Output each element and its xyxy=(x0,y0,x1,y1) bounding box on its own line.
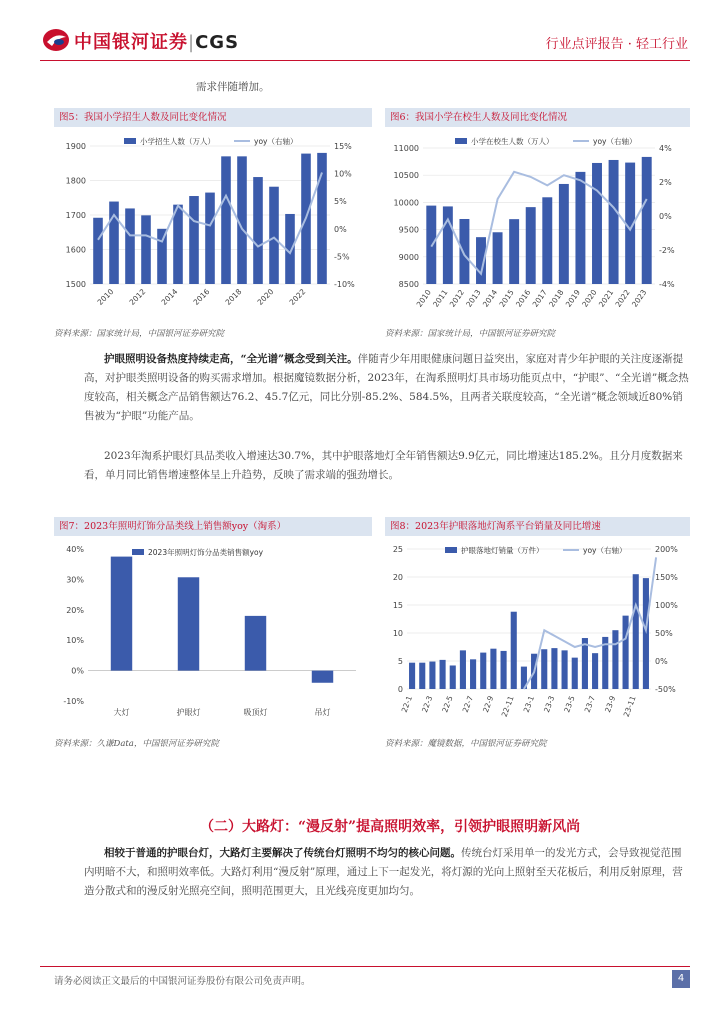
bar xyxy=(612,630,618,689)
brand-name-en: CGS xyxy=(195,32,240,53)
bar xyxy=(419,663,425,689)
section-body: 传统台灯采用单一的发光方式，会导致视觉范围内明暗不大，和照明效率低。大路灯利用“漫反射”原理，通过上下一起发光，将灯源的光向上照射至天花板后，利用反射原理，营造分散式和的漫反射光照亮空间，照明范围更大，且光线亮度更加均匀。 xyxy=(84,847,683,897)
y-left-tick-label: 1700 xyxy=(65,211,86,220)
x-tick-label: 23-7 xyxy=(582,694,597,714)
bar xyxy=(551,648,557,689)
y-right-tick-label: 0% xyxy=(655,657,668,666)
section-heading: （二）大路灯：“漫反射”提高照明效率，引领护眼照明新风尚 xyxy=(200,819,581,835)
y-left-tick-label: 5 xyxy=(397,657,403,666)
y-right-tick-label: 0% xyxy=(659,212,672,221)
bar xyxy=(459,219,469,284)
fig5-chart xyxy=(54,130,372,322)
report-category: 行业点评报告 · 轻工行业 xyxy=(545,37,688,52)
x-tick-label: 22-3 xyxy=(420,694,435,714)
bar xyxy=(125,208,135,284)
x-tick-label: 2022 xyxy=(613,287,632,309)
y-right-tick-label: -5% xyxy=(334,252,350,262)
x-tick-label: 23-3 xyxy=(542,694,557,714)
page-number: 4 xyxy=(672,970,690,988)
y-tick-label: 0% xyxy=(71,666,84,676)
x-tick-label: 22-7 xyxy=(460,694,475,714)
section-lead: 相较于普通的护眼台灯，大路灯主要解决了传统台灯照明不均匀的核心问题。 xyxy=(104,847,461,859)
y-left-tick-label: 1600 xyxy=(65,245,86,255)
fig7-source: 资料来源：久谦Data，中国银河证券研究院 xyxy=(54,739,219,749)
bar xyxy=(440,660,446,689)
y-tick-label: 30% xyxy=(66,575,84,585)
bar xyxy=(609,160,619,284)
footer-divider xyxy=(40,966,690,967)
x-tick-label: 2021 xyxy=(596,287,616,309)
brand-logo-text xyxy=(74,28,239,54)
x-tick-label: 22-11 xyxy=(499,694,516,719)
x-tick-label: 2012 xyxy=(127,287,148,307)
y-left-tick-label: 20 xyxy=(392,573,403,582)
bar xyxy=(470,659,476,689)
y-tick-label: -10% xyxy=(63,697,84,706)
bar xyxy=(592,653,598,689)
paragraph-lead: 护眼照明设备热度持续走高，“全光谱”概念受到关注。 xyxy=(104,353,358,365)
fig6-title: 图6：我国小学在校生人数及同比变化情况 xyxy=(385,108,690,127)
x-tick-label: 2014 xyxy=(159,287,180,307)
legend-swatch-bar xyxy=(132,549,144,555)
bar xyxy=(141,215,151,284)
bar xyxy=(526,207,536,284)
x-tick-label: 23-1 xyxy=(521,694,536,714)
bar xyxy=(592,163,602,284)
fig6-chart xyxy=(385,130,690,322)
paragraph-eye-care-demand xyxy=(84,350,690,426)
page-header xyxy=(0,0,724,62)
y-right-tick-label: -2% xyxy=(659,246,675,255)
bar xyxy=(111,557,132,671)
bar xyxy=(269,187,279,284)
bar xyxy=(559,184,569,284)
x-tick-label: 2010 xyxy=(95,287,116,307)
y-right-tick-label: 2% xyxy=(659,178,672,187)
x-tick-label: 23-5 xyxy=(562,694,577,714)
bar xyxy=(643,578,649,689)
bar xyxy=(509,219,519,284)
bar xyxy=(460,650,466,689)
x-tick-label: 2022 xyxy=(287,287,308,307)
y-right-tick-label: 15% xyxy=(334,142,352,151)
legend-swatch-bar xyxy=(455,138,467,144)
y-right-tick-label: 4% xyxy=(659,144,672,153)
y-left-tick-label: 10500 xyxy=(393,171,419,181)
paragraph-big-lamp xyxy=(84,844,690,901)
y-left-tick-label: 10000 xyxy=(393,198,419,208)
fig5-source: 资料来源：国家统计局，中国银河证券研究院 xyxy=(54,329,225,339)
intro-line: 需求伴随增加。 xyxy=(196,81,270,93)
bar xyxy=(511,612,517,689)
bar xyxy=(633,574,639,689)
brand-name-cn: 中国银河证券 xyxy=(74,32,188,53)
brand-separator: | xyxy=(188,32,196,53)
paragraph-sales-growth: 2023年淘系护眼灯具品类收入增速达30.7%，其中护眼落地灯全年销售额达9.9亿元，同比增速达185.2%。且分月度数据来看，单月同比销售增速整体呈上升趋势，反映了需求端的强劲增长。 xyxy=(84,450,683,481)
y-left-tick-label: 10 xyxy=(392,629,403,638)
y-right-tick-label: 0% xyxy=(334,224,347,234)
legend-swatch-bar xyxy=(445,547,457,553)
y-left-tick-label: 1800 xyxy=(65,176,86,186)
x-tick-label: 23-11 xyxy=(621,694,638,719)
x-tick-label: 2017 xyxy=(530,287,549,309)
y-left-tick-label: 9500 xyxy=(398,225,419,235)
x-tick-label: 22-1 xyxy=(399,694,414,714)
x-tick-label: 2014 xyxy=(480,287,500,309)
bar xyxy=(157,229,167,284)
y-right-tick-label: 150% xyxy=(655,573,678,582)
y-right-tick-label: 50% xyxy=(655,629,673,638)
y-left-tick-label: 25 xyxy=(392,545,403,554)
fig6-source: 资料来源：国家统计局，中国银河证券研究院 xyxy=(385,329,556,339)
x-tick-label: 2016 xyxy=(191,287,212,307)
fig7-chart xyxy=(54,539,372,731)
y-left-tick-label: 1500 xyxy=(65,280,86,289)
bar xyxy=(542,197,552,284)
fig8-title: 图8：2023年护眼落地灯淘系平台销量及同比增速 xyxy=(385,517,690,536)
legend-label: yoy（右轴） xyxy=(593,137,637,146)
x-tick-label: 2018 xyxy=(547,287,566,309)
bar xyxy=(623,616,629,689)
y-right-tick-label: -4% xyxy=(659,280,675,289)
cgs-logo-icon xyxy=(42,28,70,52)
x-tick-label: 2011 xyxy=(431,287,450,309)
x-tick-label: 2010 xyxy=(414,287,433,309)
bar xyxy=(253,177,263,284)
y-left-tick-label: 0 xyxy=(397,685,403,694)
paragraph-body: 伴随青少年用眼健康问题日益突出，家庭对青少年护眼的关注度逐渐提高，对护眼类照明设备的购买需求增加。根据魔镜数据分析，2023年，在淘系照明灯具市场功能页点中，“护眼”、“全光谱”概念热度较高，相关概念产品销售额达76.2、45.7亿元，同比分别-85.2%、584.5%，且两者关联度较高，“全光谱”概念领域近80%销售被为“护眼”功能产品。 xyxy=(84,353,689,422)
header-divider xyxy=(40,60,690,61)
bar xyxy=(541,649,547,689)
bar xyxy=(642,157,652,284)
x-tick-label: 护眼灯 xyxy=(176,708,201,717)
bar xyxy=(245,616,266,671)
disclaimer-note: 请务必阅读正文最后的中国银河证券股份有限公司免责声明。 xyxy=(54,976,311,987)
y-tick-label: 40% xyxy=(66,545,84,554)
bar xyxy=(221,156,231,284)
bar xyxy=(562,650,568,689)
y-right-tick-label: -10% xyxy=(334,280,355,289)
legend-label: 护眼落地灯销量（万件） xyxy=(461,546,544,555)
bar xyxy=(173,205,183,284)
fig5-title: 图5：我国小学招生人数及同比变化情况 xyxy=(54,108,372,127)
x-tick-label: 2012 xyxy=(447,287,467,309)
x-tick-label: 2020 xyxy=(580,287,599,309)
legend-label: yoy（右轴） xyxy=(583,546,627,555)
y-tick-label: 10% xyxy=(66,636,84,646)
bar xyxy=(205,193,215,284)
fig7-title: 图7：2023年照明灯饰分品类线上销售额yoy（淘系） xyxy=(54,517,372,536)
x-tick-label: 2016 xyxy=(514,287,533,309)
bar xyxy=(490,649,496,689)
fig8-chart xyxy=(385,539,690,731)
bar xyxy=(493,232,503,284)
y-right-tick-label: 5% xyxy=(334,197,347,207)
bar xyxy=(501,651,507,689)
legend-label: 小学招生人数（万人） xyxy=(140,137,215,146)
y-left-tick-label: 8500 xyxy=(398,280,419,289)
x-tick-label: 吸顶灯 xyxy=(243,708,268,717)
x-tick-label: 2015 xyxy=(497,287,516,309)
x-tick-label: 2019 xyxy=(563,287,583,309)
bar xyxy=(480,653,486,689)
y-left-tick-label: 1900 xyxy=(65,142,86,151)
bar xyxy=(429,662,435,689)
fig8-source: 资料来源：魔镜数据，中国银河证券研究院 xyxy=(385,739,547,749)
legend-swatch-bar xyxy=(124,138,136,144)
y-left-tick-label: 15 xyxy=(392,601,403,610)
x-tick-label: 2013 xyxy=(464,287,483,309)
x-tick-label: 2023 xyxy=(630,287,649,309)
bar xyxy=(450,665,456,689)
y-left-tick-label: 11000 xyxy=(393,144,419,153)
x-tick-label: 大灯 xyxy=(113,708,130,717)
y-right-tick-label: 200% xyxy=(655,545,678,554)
x-tick-label: 2020 xyxy=(255,287,276,307)
bar xyxy=(572,658,578,689)
y-left-tick-label: 9000 xyxy=(398,252,419,262)
x-tick-label: 2018 xyxy=(223,287,244,307)
legend-label: 2023年照明灯饰分品类销售额yoy xyxy=(148,548,264,557)
y-tick-label: 20% xyxy=(66,605,84,615)
y-right-tick-label: 10% xyxy=(334,169,352,179)
bar xyxy=(93,218,103,284)
x-tick-label: 吊灯 xyxy=(314,708,331,717)
bar xyxy=(189,196,199,284)
y-right-tick-label: -50% xyxy=(655,685,676,694)
y-right-tick-label: 100% xyxy=(655,601,678,610)
legend-label: yoy（右轴） xyxy=(254,137,298,146)
x-tick-label: 22-9 xyxy=(481,694,496,714)
legend-label: 小学在校生人数（万人） xyxy=(471,137,554,146)
bar xyxy=(409,663,415,689)
bar xyxy=(312,671,333,683)
bar xyxy=(575,172,585,284)
bar xyxy=(178,577,199,670)
x-tick-label: 23-9 xyxy=(603,694,618,714)
x-tick-label: 22-5 xyxy=(440,694,455,714)
